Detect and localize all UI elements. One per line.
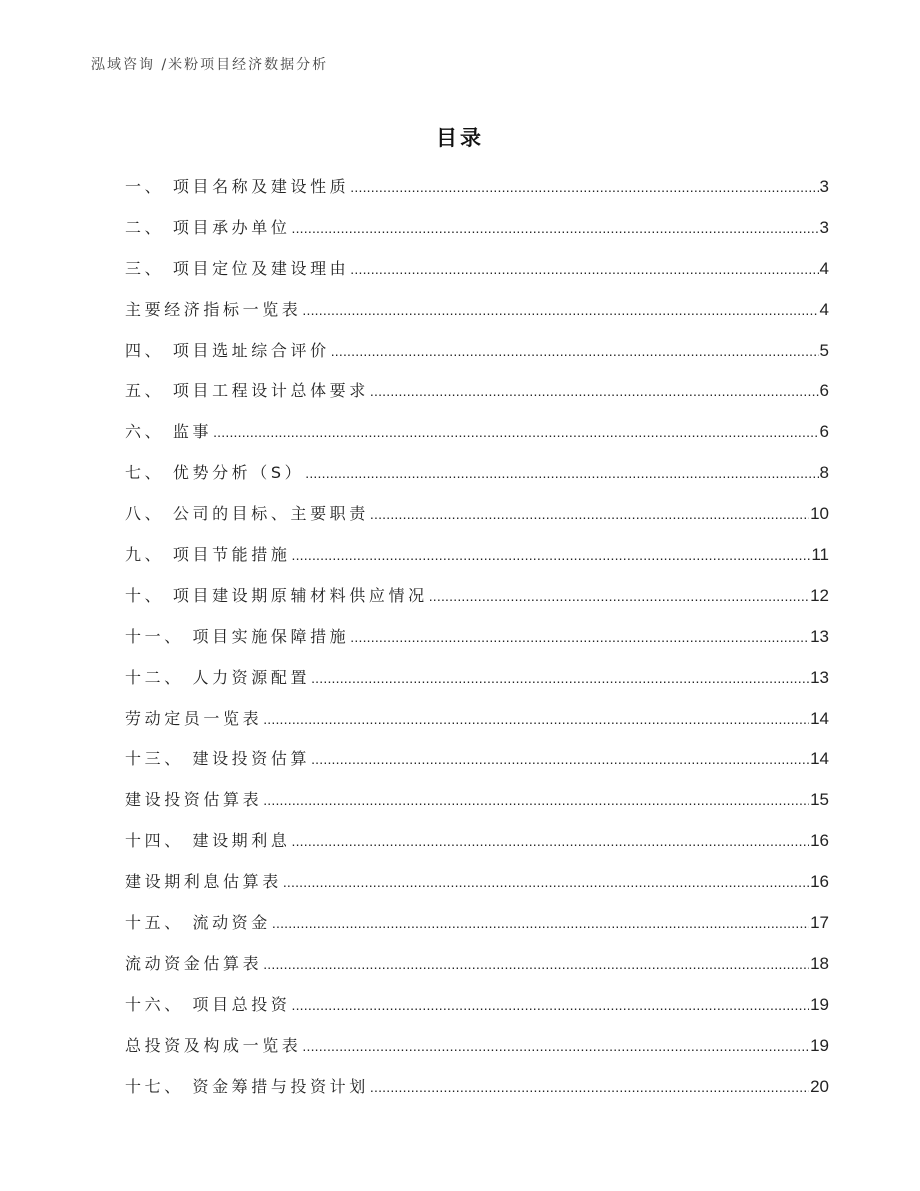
toc-entry-page: 3	[819, 177, 829, 196]
toc-entry-label: 总投资及构成一览表	[125, 1035, 302, 1055]
toc-entry-page: 4	[819, 258, 829, 278]
dot-leader	[213, 419, 818, 445]
dot-leader	[370, 1074, 809, 1100]
dot-leader	[283, 869, 809, 895]
toc-entry[interactable]	[125, 419, 829, 460]
toc-entry-label: 十三、 建设投资估算	[125, 749, 311, 769]
toc-entry-page: 13	[810, 667, 829, 687]
dot-leader	[292, 542, 811, 568]
toc-entry[interactable]	[125, 338, 829, 379]
toc-entry[interactable]	[125, 665, 829, 706]
dot-leader	[311, 746, 809, 772]
toc-entry-label: 二、 项目承办单位	[125, 217, 291, 237]
toc-entry-page: 10	[810, 504, 829, 524]
toc-entry-page: 19	[810, 994, 829, 1014]
toc-entry-page: 16	[810, 872, 829, 892]
toc-entry[interactable]	[125, 787, 829, 828]
toc-entry-page: 11	[811, 545, 829, 565]
dot-leader	[350, 174, 818, 200]
toc-entry-label: 十五、 流动资金	[125, 913, 271, 933]
toc-entry-page: 5	[819, 340, 829, 360]
toc-entry[interactable]	[125, 297, 829, 338]
dot-leader	[331, 338, 819, 364]
toc-entry-label: 五、 项目工程设计总体要求	[125, 381, 369, 401]
toc-entry-label: 十一、 项目实施保障措施	[125, 626, 350, 646]
toc-entry[interactable]	[125, 951, 829, 992]
table-of-contents	[125, 174, 829, 1114]
toc-entry-page: 16	[810, 831, 829, 851]
toc-entry[interactable]	[125, 1074, 829, 1115]
toc-entry-label: 一、 项目名称及建设性质	[125, 177, 350, 196]
toc-entry[interactable]	[125, 1033, 829, 1074]
toc-title: 目录	[436, 126, 484, 150]
toc-entry-label: 十七、 资金筹措与投资计划	[125, 1076, 369, 1096]
toc-entry-label: 十、 项目建设期原辅材料供应情况	[125, 585, 428, 605]
toc-entry[interactable]	[125, 706, 829, 747]
dot-leader	[429, 583, 809, 609]
toc-entry-page: 17	[810, 913, 829, 933]
toc-entry-label: 八、 公司的目标、主要职责	[125, 504, 369, 524]
toc-entry[interactable]	[125, 828, 829, 869]
toc-entry-label: 十六、 项目总投资	[125, 994, 291, 1014]
toc-entry[interactable]	[125, 910, 829, 951]
toc-entry-label: 建设投资估算表	[125, 790, 263, 810]
toc-entry-page: 6	[819, 381, 829, 401]
toc-entry-label: 十四、 建设期利息	[125, 831, 291, 851]
toc-entry-page: 4	[819, 299, 829, 319]
dot-leader	[272, 910, 809, 936]
toc-entry-page: 13	[810, 626, 829, 646]
toc-entry[interactable]	[125, 378, 829, 419]
dot-leader	[292, 992, 810, 1018]
dot-leader	[350, 256, 818, 282]
dot-leader	[263, 706, 809, 732]
toc-entry-page: 15	[810, 790, 829, 810]
toc-entry-label: 主要经济指标一览表	[125, 299, 302, 319]
dot-leader	[263, 951, 809, 977]
toc-entry-page: 12	[810, 585, 829, 605]
dot-leader	[305, 460, 818, 486]
toc-entry[interactable]	[125, 215, 829, 256]
running-header: 泓域咨询 /米粉项目经济数据分析	[91, 57, 329, 73]
toc-entry-page: 8	[819, 463, 829, 483]
toc-entry-label: 十二、 人力资源配置	[125, 667, 311, 687]
toc-entry[interactable]	[125, 460, 829, 501]
dot-leader	[302, 1033, 809, 1059]
toc-entry[interactable]	[125, 256, 829, 297]
toc-entry-label: 劳动定员一览表	[125, 708, 263, 728]
toc-entry-label: 六、 监事	[125, 422, 213, 442]
toc-entry-label: 九、 项目节能措施	[125, 545, 291, 565]
dot-leader	[370, 378, 819, 404]
toc-entry[interactable]	[125, 583, 829, 624]
toc-entry[interactable]	[125, 992, 829, 1033]
dot-leader	[302, 297, 818, 323]
toc-entry-label: 建设期利息估算表	[125, 872, 282, 892]
toc-entry-page: 14	[810, 749, 829, 769]
toc-entry-label: 流动资金估算表	[125, 953, 263, 973]
toc-entry[interactable]	[125, 501, 829, 542]
toc-entry-page: 3	[819, 217, 829, 237]
toc-entry-label: 四、 项目选址综合评价	[125, 340, 330, 360]
dot-leader	[370, 501, 809, 527]
dot-leader	[311, 665, 809, 691]
dot-leader	[350, 624, 809, 650]
toc-entry-page: 19	[810, 1035, 829, 1055]
toc-entry[interactable]	[125, 624, 829, 665]
toc-entry-page: 18	[810, 953, 829, 973]
toc-entry[interactable]	[125, 746, 829, 787]
toc-entry[interactable]	[125, 542, 829, 583]
toc-entry-page: 14	[810, 708, 829, 728]
dot-leader	[263, 787, 809, 813]
toc-entry-label: 七、 优势分析（S）	[125, 463, 305, 483]
toc-entry-page: 20	[810, 1076, 829, 1096]
dot-leader	[292, 828, 810, 854]
toc-entry[interactable]	[125, 869, 829, 910]
dot-leader	[292, 215, 819, 241]
toc-entry-label: 三、 项目定位及建设理由	[125, 258, 350, 278]
toc-entry-page: 6	[819, 422, 829, 442]
toc-entry[interactable]	[125, 174, 829, 215]
